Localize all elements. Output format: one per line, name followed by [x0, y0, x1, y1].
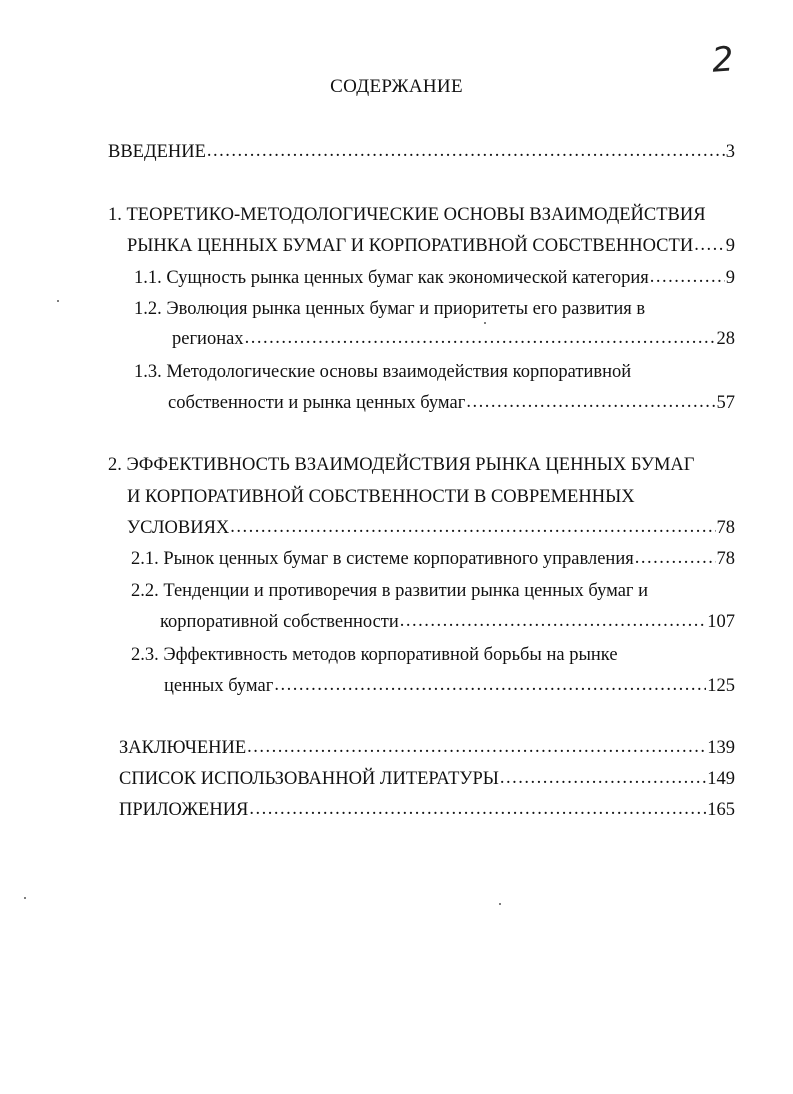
toc-label: РЫНКА ЦЕННЫХ БУМАГ И КОРПОРАТИВНОЙ СОБСТВЕННОСТИ — [127, 236, 694, 256]
toc-label: регионах — [172, 329, 244, 349]
toc-page-number: 9 — [725, 268, 735, 288]
dot-leader — [635, 546, 716, 570]
toc-entry-conclusion — [119, 736, 735, 760]
toc-page-number: 149 — [707, 769, 735, 789]
dot-leader — [245, 326, 716, 350]
dot-leader — [207, 139, 725, 163]
scan-speck — [24, 897, 26, 899]
dot-leader — [400, 609, 706, 633]
dot-leader — [274, 673, 706, 697]
toc-entry-references — [119, 767, 735, 791]
toc-section-1-3 — [168, 391, 735, 415]
toc-page-number: 139 — [707, 738, 735, 758]
toc-chapter-1-line-1: 1. ТЕОРЕТИКО-МЕТОДОЛОГИЧЕСКИЕ ОСНОВЫ ВЗАИМОДЕЙСТВИЯ — [108, 205, 706, 225]
toc-page-number: 57 — [716, 393, 735, 413]
toc-entry-appendices — [119, 798, 735, 822]
toc-label: корпоративной собственности — [160, 612, 399, 632]
toc-page-number: 107 — [707, 612, 735, 632]
toc-section-2-2 — [160, 610, 735, 634]
toc-page-number: 125 — [707, 676, 735, 696]
toc-page-number: 78 — [716, 549, 735, 569]
toc-chapter-2-line-1: 2. ЭФФЕКТИВНОСТЬ ВЗАИМОДЕЙСТВИЯ РЫНКА ЦЕННЫХ БУМАГ — [108, 455, 695, 475]
toc-label: СПИСОК ИСПОЛЬЗОВАННОЙ ЛИТЕРАТУРЫ — [119, 769, 499, 789]
toc-section-1-2-line-1: 1.2. Эволюция рынка ценных бумаг и приоритеты его развития в — [134, 299, 646, 319]
dot-leader — [249, 797, 706, 821]
dot-leader — [230, 515, 715, 539]
scan-speck — [499, 903, 501, 905]
dot-leader — [466, 390, 715, 414]
toc-label: ценных бумаг — [164, 676, 274, 696]
toc-section-1-3-line-1: 1.3. Методологические основы взаимодействия корпоративной — [134, 362, 632, 382]
dot-leader — [500, 766, 706, 790]
toc-label: 1.1. Сущность рынка ценных бумаг как экономической категория — [134, 268, 649, 288]
scan-speck — [57, 300, 59, 302]
toc-label: 2.1. Рынок ценных бумаг в системе корпоративного управления — [131, 549, 634, 569]
toc-page-number: 78 — [716, 518, 735, 538]
page-title: СОДЕРЖАНИЕ — [330, 76, 463, 97]
toc-label: собственности и рынка ценных бумаг — [168, 393, 466, 413]
toc-section-1-2 — [172, 327, 735, 351]
toc-section-2-1 — [131, 547, 735, 571]
toc-label: ЗАКЛЮЧЕНИЕ — [119, 738, 247, 758]
dot-leader — [694, 233, 725, 257]
dot-leader — [247, 735, 706, 759]
toc-section-1-1 — [134, 266, 735, 290]
toc-page-number: 28 — [716, 329, 735, 349]
handwritten-page-number: 2 — [710, 39, 736, 81]
toc-chapter-2 — [127, 516, 735, 540]
toc-chapter-1 — [127, 234, 735, 258]
toc-page-number: 3 — [725, 142, 735, 162]
toc-label: ПРИЛОЖЕНИЯ — [119, 800, 249, 820]
toc-section-2-2-line-1: 2.2. Тенденции и противоречия в развитии рынка ценных бумаг и — [131, 581, 649, 601]
toc-label: УСЛОВИЯХ — [127, 518, 230, 538]
toc-page-number: 9 — [725, 236, 735, 256]
toc-chapter-2-line-2: И КОРПОРАТИВНОЙ СОБСТВЕННОСТИ В СОВРЕМЕННЫХ — [127, 487, 635, 507]
toc-page-number: 165 — [707, 800, 735, 820]
toc-section-2-3-line-1: 2.3. Эффективность методов корпоративной борьбы на рынке — [131, 645, 618, 665]
toc-section-2-3 — [164, 674, 735, 698]
scan-speck — [484, 322, 486, 324]
toc-entry-intro — [108, 140, 735, 164]
dot-leader — [650, 265, 725, 289]
toc-label: ВВЕДЕНИЕ — [108, 142, 206, 162]
